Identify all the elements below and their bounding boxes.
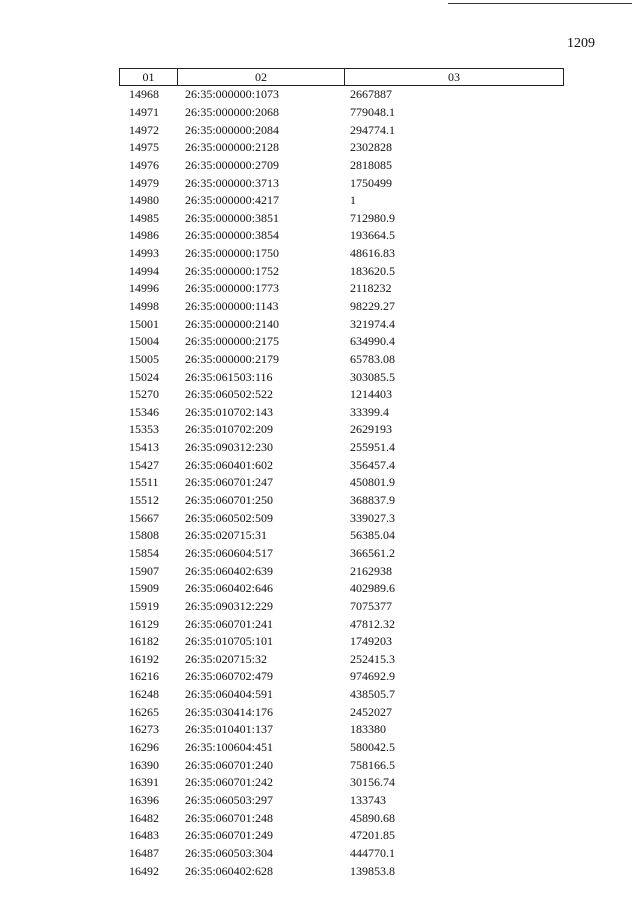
- cadastral-number-cell: 26:35:000000:2128: [185, 140, 280, 155]
- table-row: [119, 756, 564, 774]
- table-row: [119, 351, 564, 369]
- cadastral-number-cell: 26:35:060503:297: [185, 792, 274, 807]
- cadastral-number-cell: 26:35:090312:230: [185, 440, 274, 455]
- column-header-02: 02: [178, 69, 345, 85]
- row-id-cell: 16182: [129, 634, 159, 649]
- value-cell: 779048.1: [350, 104, 395, 119]
- table-row: [119, 827, 564, 845]
- table-row: [119, 598, 564, 616]
- value-cell: 252415.3: [350, 651, 395, 666]
- row-id-cell: 14975: [129, 140, 159, 155]
- value-cell: 2302828: [350, 140, 392, 155]
- cadastral-number-cell: 26:35:060401:602: [185, 457, 274, 472]
- row-id-cell: 15001: [129, 316, 159, 331]
- table-row: [119, 774, 564, 792]
- row-id-cell: 15427: [129, 457, 159, 472]
- row-id-cell: 16216: [129, 669, 159, 684]
- cadastral-number-cell: 26:35:000000:2175: [185, 334, 280, 349]
- cadastral-number-cell: 26:35:000000:4217: [185, 193, 280, 208]
- row-id-cell: 15004: [129, 334, 159, 349]
- value-cell: 2118232: [350, 281, 392, 296]
- row-id-cell: 15512: [129, 493, 159, 508]
- value-cell: 45890.68: [350, 810, 395, 825]
- row-id-cell: 16273: [129, 722, 159, 737]
- table-row: [119, 527, 564, 545]
- table-row: [119, 545, 564, 563]
- value-cell: 2162938: [350, 563, 392, 578]
- cadastral-number-cell: 26:35:000000:1750: [185, 246, 280, 261]
- table-row: [119, 404, 564, 422]
- table-row: [119, 174, 564, 192]
- data-table: [119, 68, 564, 880]
- table-row: [119, 456, 564, 474]
- row-id-cell: 16390: [129, 757, 159, 772]
- value-cell: 47201.85: [350, 828, 395, 843]
- row-id-cell: 15667: [129, 510, 159, 525]
- table-row: [119, 739, 564, 757]
- row-id-cell: 15024: [129, 369, 159, 384]
- row-id-cell: 14996: [129, 281, 159, 296]
- table-row: [119, 862, 564, 880]
- table-row: [119, 104, 564, 122]
- row-id-cell: 14998: [129, 299, 159, 313]
- cadastral-number-cell: 26:35:060701:248: [185, 810, 274, 825]
- cadastral-number-cell: 26:35:060701:250: [185, 493, 274, 508]
- row-id-cell: 14993: [129, 246, 159, 261]
- value-cell: 758166.5: [350, 757, 395, 772]
- cadastral-number-cell: 26:35:000000:2140: [185, 316, 280, 331]
- table-row: [119, 121, 564, 139]
- row-id-cell: 15511: [129, 475, 159, 490]
- row-id-cell: 16391: [129, 775, 159, 790]
- table-row: [119, 157, 564, 175]
- cadastral-number-cell: 26:35:060701:249: [185, 828, 274, 843]
- value-cell: 2629193: [350, 422, 392, 437]
- value-cell: 444770.1: [350, 845, 395, 860]
- row-id-cell: 14971: [129, 104, 159, 119]
- cadastral-number-cell: 26:35:000000:3851: [185, 210, 280, 225]
- row-id-cell: 14976: [129, 157, 159, 172]
- cadastral-number-cell: 26:35:060604:517: [185, 545, 274, 560]
- cadastral-number-cell: 26:35:020715:32: [185, 651, 268, 666]
- cadastral-number-cell: 26:35:000000:3854: [185, 228, 280, 243]
- cadastral-number-cell: 26:35:060701:240: [185, 757, 274, 772]
- table-row: [119, 668, 564, 686]
- table-row: [119, 386, 564, 404]
- table-row: [119, 492, 564, 510]
- table-row: [119, 298, 564, 316]
- cadastral-number-cell: 26:35:060402:639: [185, 563, 274, 578]
- value-cell: 183380: [350, 722, 386, 737]
- value-cell: 1: [350, 193, 356, 208]
- row-id-cell: 14980: [129, 193, 159, 208]
- row-id-cell: 16487: [129, 845, 159, 860]
- row-id-cell: 16192: [129, 651, 159, 666]
- table-header: [119, 68, 564, 86]
- cadastral-number-cell: 26:35:000000:1773: [185, 281, 280, 296]
- cadastral-number-cell: 26:35:000000:2068: [185, 104, 280, 119]
- table-row: [119, 651, 564, 669]
- table-row: [119, 615, 564, 633]
- row-id-cell: 15413: [129, 440, 159, 455]
- table-row: [119, 562, 564, 580]
- table-row: [119, 580, 564, 598]
- row-id-cell: 16129: [129, 616, 159, 631]
- table-row: [119, 721, 564, 739]
- cadastral-number-cell: 26:35:000000:1143: [185, 299, 279, 313]
- row-id-cell: 16483: [129, 828, 159, 843]
- value-cell: 98229.27: [350, 299, 395, 313]
- cadastral-number-cell: 26:35:061503:116: [185, 369, 273, 384]
- table-row: [119, 792, 564, 810]
- value-cell: 294774.1: [350, 122, 395, 137]
- table-row: [119, 439, 564, 457]
- value-cell: 56385.04: [350, 528, 395, 543]
- table-row: [119, 686, 564, 704]
- row-id-cell: 15907: [129, 563, 159, 578]
- cadastral-number-cell: 26:35:060701:247: [185, 475, 274, 490]
- value-cell: 1749203: [350, 634, 392, 649]
- cadastral-number-cell: 26:35:000000:3713: [185, 175, 280, 190]
- value-cell: 1750499: [350, 175, 392, 190]
- value-cell: 65783.08: [350, 351, 395, 366]
- value-cell: 580042.5: [350, 740, 395, 755]
- row-id-cell: 14986: [129, 228, 159, 243]
- cadastral-number-cell: 26:35:010702:143: [185, 404, 274, 419]
- cadastral-number-cell: 26:35:060404:591: [185, 687, 274, 702]
- row-id-cell: 16265: [129, 704, 159, 719]
- table-row: [119, 509, 564, 527]
- row-id-cell: 15808: [129, 528, 159, 543]
- value-cell: 339027.3: [350, 510, 395, 525]
- row-id-cell: 15346: [129, 404, 159, 419]
- table-row: [119, 280, 564, 298]
- row-id-cell: 16482: [129, 810, 159, 825]
- top-rule: [448, 3, 632, 4]
- table-row: [119, 139, 564, 157]
- row-id-cell: 15919: [129, 598, 159, 613]
- row-id-cell: 15353: [129, 422, 159, 437]
- row-id-cell: 14968: [129, 87, 159, 102]
- table-body: [119, 86, 564, 880]
- row-id-cell: 16492: [129, 863, 159, 878]
- table-row: [119, 209, 564, 227]
- value-cell: 303085.5: [350, 369, 395, 384]
- value-cell: 438505.7: [350, 687, 395, 702]
- cadastral-number-cell: 26:35:000000:2084: [185, 122, 280, 137]
- value-cell: 2452027: [350, 704, 392, 719]
- cadastral-number-cell: 26:35:100604:451: [185, 740, 274, 755]
- table-row: [119, 245, 564, 263]
- value-cell: 366561.2: [350, 545, 395, 560]
- table-row: [119, 368, 564, 386]
- value-cell: 634990.4: [350, 334, 395, 349]
- cadastral-number-cell: 26:35:060502:509: [185, 510, 274, 525]
- cadastral-number-cell: 26:35:060701:242: [185, 775, 274, 790]
- row-id-cell: 14972: [129, 122, 159, 137]
- table-row: [119, 633, 564, 651]
- value-cell: 356457.4: [350, 457, 395, 472]
- value-cell: 48616.83: [350, 246, 395, 261]
- row-id-cell: 15270: [129, 387, 159, 402]
- row-id-cell: 15909: [129, 581, 159, 596]
- cadastral-number-cell: 26:35:000000:1073: [185, 87, 280, 102]
- cadastral-number-cell: 26:35:000000:2709: [185, 157, 280, 172]
- row-id-cell: 15005: [129, 351, 159, 366]
- value-cell: 30156.74: [350, 775, 395, 790]
- cadastral-number-cell: 26:35:060701:241: [185, 616, 274, 631]
- cadastral-number-cell: 26:35:060502:522: [185, 387, 274, 402]
- cadastral-number-cell: 26:35:030414:176: [185, 704, 274, 719]
- table-row: [119, 192, 564, 210]
- row-id-cell: 14994: [129, 263, 159, 278]
- value-cell: 183620.5: [350, 263, 395, 278]
- page-number: 1209: [567, 36, 595, 51]
- cadastral-number-cell: 26:35:060402:646: [185, 581, 274, 596]
- table-row: [119, 315, 564, 333]
- row-id-cell: 16248: [129, 687, 159, 702]
- cadastral-number-cell: 26:35:060402:628: [185, 863, 274, 878]
- cadastral-number-cell: 26:35:010702:209: [185, 422, 274, 437]
- value-cell: 321974.4: [350, 316, 395, 331]
- cadastral-number-cell: 26:35:020715:31: [185, 528, 268, 543]
- cadastral-number-cell: 26:35:000000:1752: [185, 263, 280, 278]
- value-cell: 47812.32: [350, 616, 395, 631]
- value-cell: 33399.4: [350, 404, 389, 419]
- value-cell: 450801.9: [350, 475, 395, 490]
- value-cell: 2667887: [350, 87, 392, 102]
- table-row: [119, 86, 564, 104]
- table-row: [119, 474, 564, 492]
- row-id-cell: 14985: [129, 210, 159, 225]
- value-cell: 133743: [350, 792, 386, 807]
- table-row: [119, 845, 564, 863]
- table-row: [119, 227, 564, 245]
- cadastral-number-cell: 26:35:010401:137: [185, 722, 274, 737]
- table-row: [119, 809, 564, 827]
- cadastral-number-cell: 26:35:060503:304: [185, 845, 274, 860]
- table-row: [119, 421, 564, 439]
- cadastral-number-cell: 26:35:060702:479: [185, 669, 274, 684]
- table-row: [119, 333, 564, 351]
- cadastral-number-cell: 26:35:010705:101: [185, 634, 274, 649]
- column-header-03: 03: [448, 69, 460, 84]
- value-cell: 2818085: [350, 157, 392, 172]
- value-cell: 974692.9: [350, 669, 395, 684]
- value-cell: 255951.4: [350, 440, 395, 455]
- value-cell: 7075377: [350, 598, 392, 613]
- column-header-01: 01: [120, 69, 178, 85]
- value-cell: 368837.9: [350, 493, 395, 508]
- row-id-cell: 16296: [129, 740, 159, 755]
- cadastral-number-cell: 26:35:090312:229: [185, 598, 274, 613]
- table-row: [119, 703, 564, 721]
- row-id-cell: 15854: [129, 545, 159, 560]
- table-row: [119, 262, 564, 280]
- value-cell: 139853.8: [350, 863, 395, 878]
- cadastral-number-cell: 26:35:000000:2179: [185, 351, 280, 366]
- row-id-cell: 16396: [129, 792, 159, 807]
- value-cell: 402989.6: [350, 581, 395, 596]
- value-cell: 1214403: [350, 387, 392, 402]
- row-id-cell: 14979: [129, 175, 159, 190]
- value-cell: 712980.9: [350, 210, 395, 225]
- value-cell: 193664.5: [350, 228, 395, 243]
